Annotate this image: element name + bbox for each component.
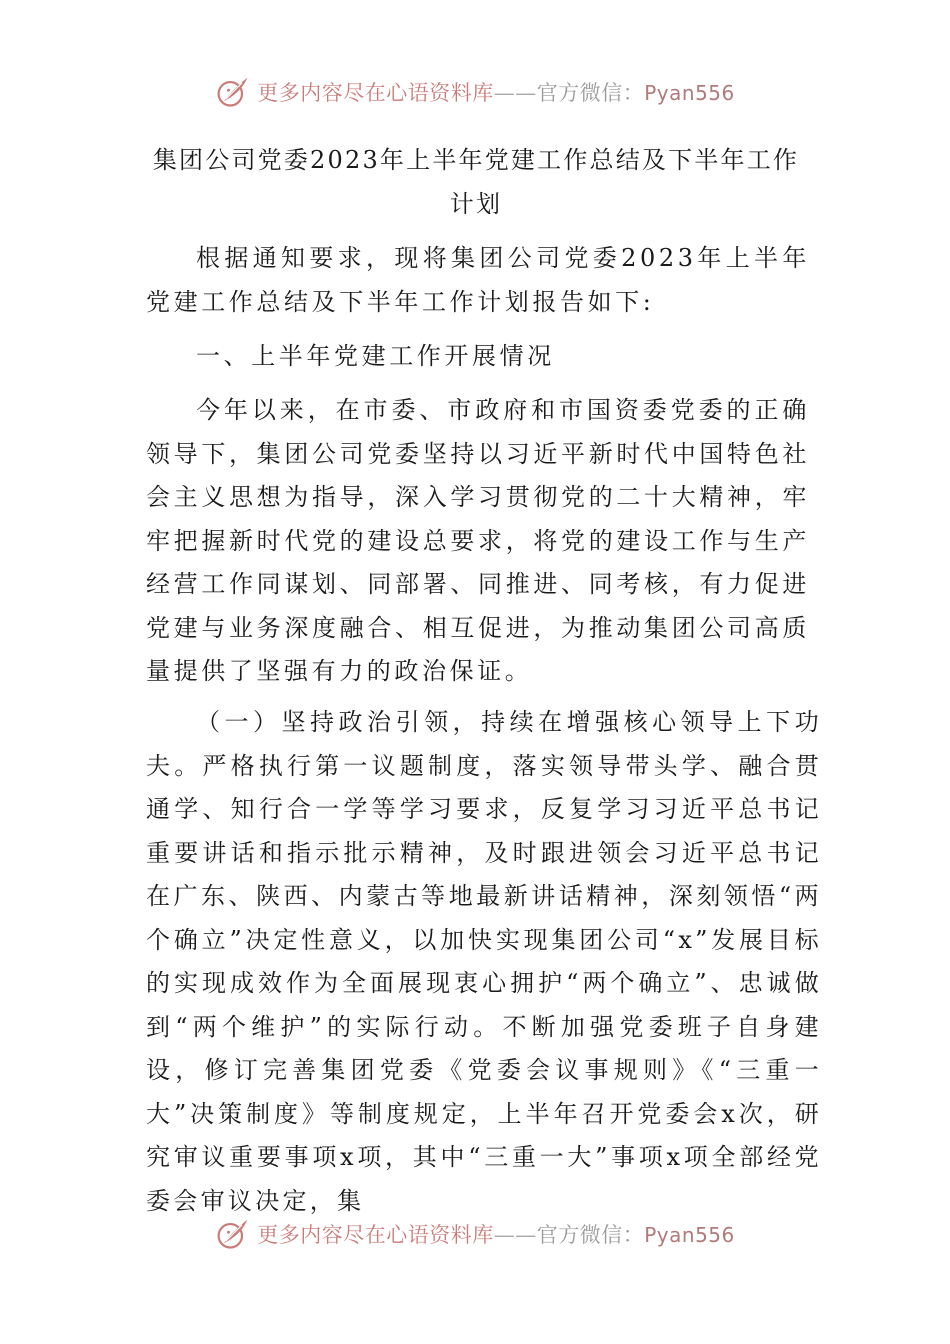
body-paragraph: 今年以来，在市委、市政府和市国资委党委的正确领导下，集团公司党委坚持以习近平新时代中国特色社会主义思想为指导，深入学习贯彻党的二十大精神，牢牢把握新时代党的建设总要求，将党的建设工作与生产经营工作同谋划、同部署、同推进、同考核，有力促进党建与业务深度融合、相互促进，为推动集团公司高质量提供了坚强有力的政治保证。 (146, 396, 810, 685)
watermark-separator: —— (493, 81, 537, 105)
intro-paragraph: 根据通知要求，现将集团公司党委2023年上半年党建工作总结及下半年工作计划报告如下: (146, 244, 810, 316)
body-paragraph: （一）坚持政治引领，持续在增强核心领导上下功夫。严格执行第一议题制度，落实领导带头学、融合贯通学、知行合一学等学习要求，反复学习习近平总书记重要讲话和指示批示精神，及时跟进领会习近平总书记在广东、陕西、内蒙古等地最新讲话精神，深刻领悟“两个确立”决定性意义，以加快实现集团公司“x”发展目标的实现成效作为全面展现衷心拥护“两个确立”、忠诚做到“两个维护”的实际行动。不断加强党委班子自身建设，修订完善集团党委《党委会议事规则》《“三重一大”决策制度》等制度规定，上半年召开党委会x次，研究审议重要事项x项，其中“三重一大”事项x项全部经党委会审议决定，集 (146, 708, 822, 1215)
watermark-text (257, 77, 735, 107)
watermark-wechat-id: Pyan556 (644, 1223, 735, 1247)
watermark-separator: —— (493, 1223, 537, 1247)
watermark-brand: 更多内容尽在心语资料库 (257, 81, 494, 105)
watermark-wechat-id: Pyan556 (644, 81, 735, 105)
watermark-text (257, 1219, 735, 1249)
watermark-wechat-label: 官方微信： (536, 1223, 645, 1247)
section-heading: 一、上半年党建工作开展情况 (196, 342, 555, 370)
quill-pen-logo-icon (215, 74, 251, 110)
watermark-footer (0, 1212, 950, 1256)
watermark-header (0, 70, 950, 114)
document-title: 集团公司党委2023年上半年党建工作总结及下半年工作计划 (152, 146, 800, 218)
watermark-wechat-label: 官方微信： (536, 81, 645, 105)
quill-pen-logo-icon (215, 1216, 251, 1252)
watermark-brand: 更多内容尽在心语资料库 (257, 1223, 494, 1247)
